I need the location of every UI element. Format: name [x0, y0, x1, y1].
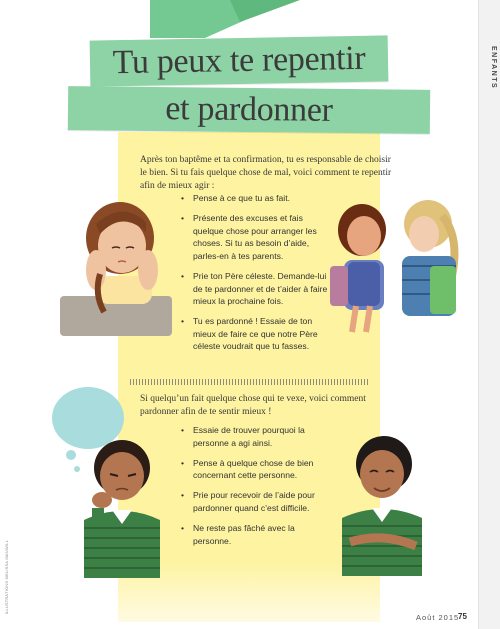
smiling-boy-illustration	[336, 426, 428, 581]
list-item	[181, 522, 321, 547]
page-title-line-1: Tu peux te repentir	[112, 39, 366, 82]
repent-step-2: Présente des excuses et fais quelque chose pour arranger les choses. Si tu as besoin d’aide, parles-en à tes parents.	[193, 213, 317, 261]
illustration-credit: ILLUSTRATIONS MELISSA MANWILL	[4, 540, 9, 615]
forgive-intro: Si quelqu’un fait quelque chose qui te vexe, voici comment pardonner afin de te sentir mieux !	[140, 394, 366, 417]
bullet-icon: •	[181, 523, 185, 534]
list-item	[181, 212, 331, 262]
bullet-icon: •	[181, 425, 185, 435]
footer-page-number: 75	[458, 612, 467, 621]
list-item	[181, 457, 321, 482]
list-item	[181, 315, 331, 353]
repent-steps-list	[181, 192, 331, 361]
section-tab-label: ENFANTS	[490, 46, 497, 90]
section-divider	[130, 379, 370, 385]
repent-step-3: Prie ton Père céleste. Demande-lui de te pardonner et de t’aider à faire mieux la prochaine fois.	[193, 270, 328, 307]
page-title-line-2: et pardonner	[165, 90, 333, 129]
repent-intro: Après ton baptême et ta confirmation, tu es responsable de choisir le bien. Si tu fais quelque chose de mal, voici comment te repentir afin de mieux agir :	[140, 155, 392, 191]
bullet-icon: •	[181, 457, 185, 468]
repent-step-4: Tu es pardonné ! Essaie de ton mieux de faire ce que notre Père céleste voudrait que tu fasses.	[193, 316, 318, 352]
forgive-step-4: Ne reste pas fâché avec la personne.	[193, 523, 295, 546]
top-green-banner	[0, 0, 500, 40]
bullet-icon: •	[181, 316, 185, 327]
list-item	[181, 270, 331, 308]
section-tab	[478, 0, 500, 629]
footer-issue-date: Août 2015	[416, 613, 460, 622]
repent-step-1: Pense à ce que tu as fait.	[193, 193, 290, 203]
bullet-icon: •	[181, 490, 185, 501]
thinking-boy-illustration	[76, 428, 168, 583]
forgive-step-3: Prie pour recevoir de l’aide pour pardonner quand c’est difficile.	[193, 490, 315, 513]
forgive-steps-list	[181, 424, 321, 555]
bullet-icon: •	[181, 193, 185, 203]
bullet-icon: •	[181, 213, 185, 224]
title-ribbon-2	[68, 86, 430, 134]
title-ribbon-1	[90, 35, 389, 86]
bullet-icon: •	[181, 270, 185, 281]
forgive-step-1: Essaie de trouver pourquoi la personne a agi ainsi.	[193, 425, 305, 448]
list-item	[181, 192, 331, 205]
sad-girl-illustration	[60, 196, 180, 341]
two-girls-illustration	[330, 196, 465, 336]
list-item	[181, 489, 321, 514]
thought-bubble-dot	[66, 450, 76, 460]
forgive-step-2: Pense à quelque chose de bien concernant cette personne.	[193, 457, 314, 481]
list-item	[181, 424, 321, 449]
